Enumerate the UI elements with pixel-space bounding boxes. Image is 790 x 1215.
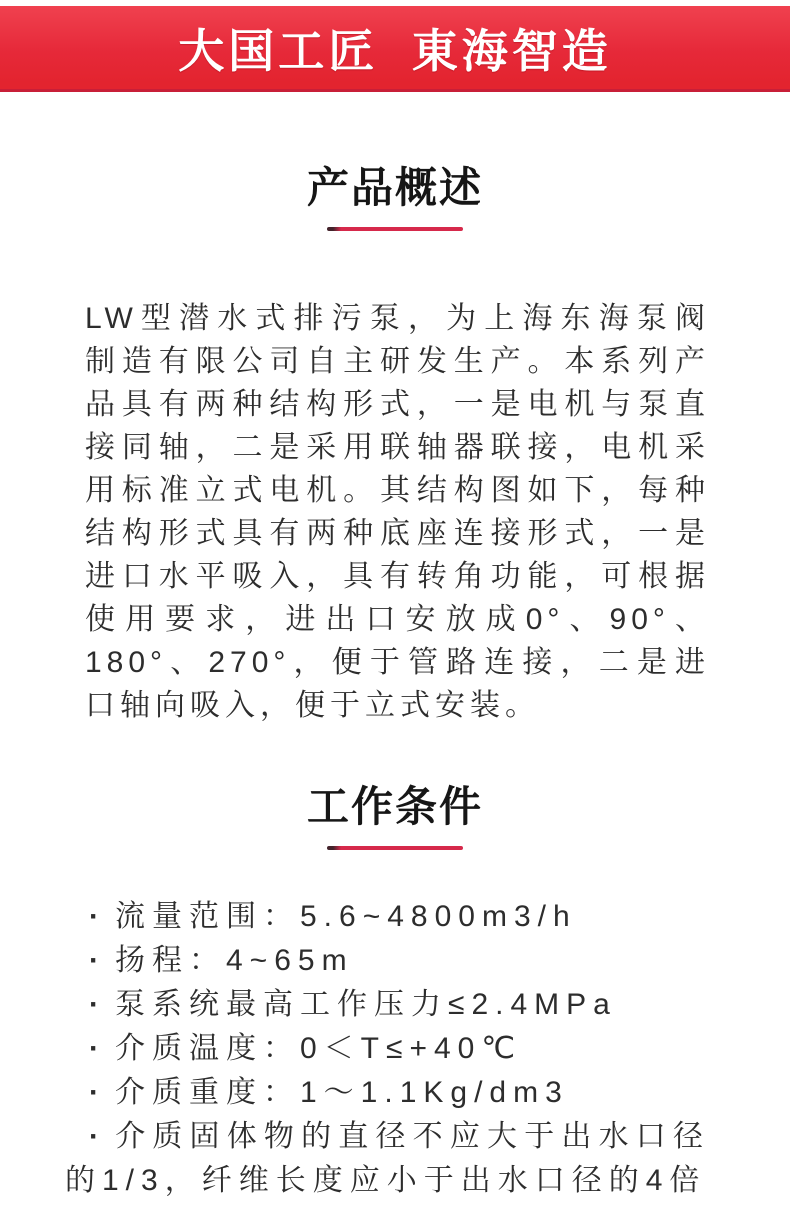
condition-list-item	[65, 1071, 710, 1115]
condition-list-item	[65, 1027, 710, 1071]
bullet-dot-icon: ·	[89, 988, 99, 1021]
brand-banner	[0, 6, 790, 92]
bullet-dot-icon: ·	[89, 1076, 99, 1109]
conditions-title-underline	[327, 846, 463, 850]
condition-list-item	[65, 895, 710, 939]
overview-title-underline	[327, 227, 463, 231]
overview-paragraph-line: 结构形式具有两种底座连接形式，一是	[85, 517, 710, 550]
condition-list-item	[65, 939, 710, 983]
condition-item-text: 流量范围：5.6~4800m3/h	[115, 900, 577, 933]
conditions-section-title: 工作条件	[306, 783, 483, 830]
overview-paragraph-line: 进口水平吸入，具有转角功能，可根据	[85, 560, 710, 593]
bullet-dot-icon: ·	[89, 900, 99, 933]
condition-list-item	[65, 1115, 710, 1203]
condition-item-text: 介质温度：0＜T≤+40℃	[115, 1032, 523, 1065]
condition-item-text: 介质重度：1～1.1Kg/dm3	[115, 1076, 569, 1109]
condition-list-item	[65, 983, 710, 1027]
overview-paragraph-line: 接同轴，二是采用联轴器联接，电机采	[85, 431, 710, 464]
condition-item-text: 泵系统最高工作压力≤2.4MPa	[115, 988, 617, 1021]
overview-paragraph-line: 品具有两种结构形式，一是电机与泵直	[85, 388, 710, 421]
overview-paragraph-line: 口轴向吸入，便于立式安装。	[85, 689, 540, 722]
brand-banner-title: 大国工匠 東海智造	[178, 24, 612, 77]
overview-paragraph-line: 用标准立式电机。其结构图如下，每种	[85, 474, 710, 507]
overview-paragraph-line: 使用要求，进出口安放成0°、90°、	[85, 603, 710, 636]
conditions-section-head	[0, 783, 790, 850]
condition-item-text: 介质固体物的直径不应大于出水口径的1/3，纤维长度应小于出水口径的4倍	[65, 1120, 710, 1197]
overview-section-head	[0, 164, 790, 231]
overview-paragraph-line: LW型潜水式排污泵，为上海东海泵阀	[85, 302, 710, 335]
overview-section-title: 产品概述	[306, 164, 483, 211]
overview-paragraph	[85, 297, 710, 727]
conditions-list	[65, 895, 710, 1203]
overview-paragraph-line: 180°、270°，便于管路连接，二是进	[85, 646, 710, 679]
condition-item-text: 扬程：4~65m	[115, 944, 354, 977]
bullet-dot-icon: ·	[89, 1120, 99, 1153]
bullet-dot-icon: ·	[89, 944, 99, 977]
overview-paragraph-line: 制造有限公司自主研发生产。本系列产	[85, 345, 710, 378]
bullet-dot-icon: ·	[89, 1032, 99, 1065]
